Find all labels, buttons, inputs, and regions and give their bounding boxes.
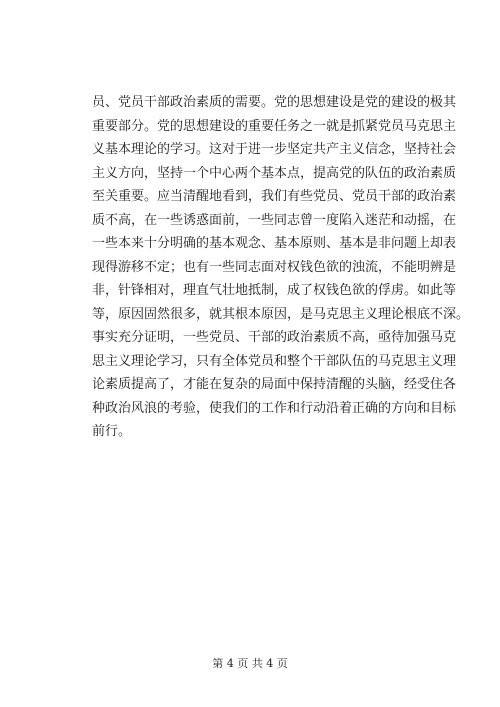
text-line-4: 主义方向，坚持一个中心两个基本点，提高党的队伍的政治素质 [92,165,457,181]
text-line-13: 论素质提高了，才能在复杂的局面中保持清醒的头脑，经受住各 [92,377,457,392]
text-line-9: 非，针锋相对，理直气壮地抵制，成了权钱色欲的俘虏。如此等 [92,283,457,298]
text-line-7: 一些本来十分明确的基本观念、基本原则、基本是非问题上却表 [92,236,457,251]
text-line-6: 质不高，在一些诱惑面前，一些同志曾一度陷入迷茫和动摇，在 [92,212,457,228]
text-line-12: 思主义理论学习，只有全体党员和整个干部队伍的马克思主义理 [92,353,457,369]
text-line-3: 义基本理论的学习。这对于进一步坚定共产主义信念，坚持社会 [92,142,457,157]
text-line-8: 现得游移不定；也有一些同志面对权钱色欲的浊流，不能明辨是 [92,259,457,275]
text-line-11: 事实充分证明，一些党员、干部的政治素质不高，亟待加强马克 [92,330,457,345]
text-line-5: 至关重要。应当清醒地看到，我们有些党员、党员干部的政治素 [92,189,457,204]
text-line-2: 重要部分。党的思想建设的重要任务之一就是抓紧党员马克思主 [92,118,457,134]
text-line-14: 种政治风浪的考验，使我们的工作和行动沿着正确的方向和目标 [92,400,457,416]
page-number-footer: 第 4 页 共 4 页 [212,657,288,670]
text-line-15: 前行。 [92,424,132,439]
text-line-10: 等，原因固然很多，就其根本原因，是马克思主义理论根底不深。 [92,306,470,322]
text-line-1: 员、党员干部政治素质的需要。党的思想建设是党的建设的极其 [92,95,457,110]
body-paragraph [92,91,470,444]
